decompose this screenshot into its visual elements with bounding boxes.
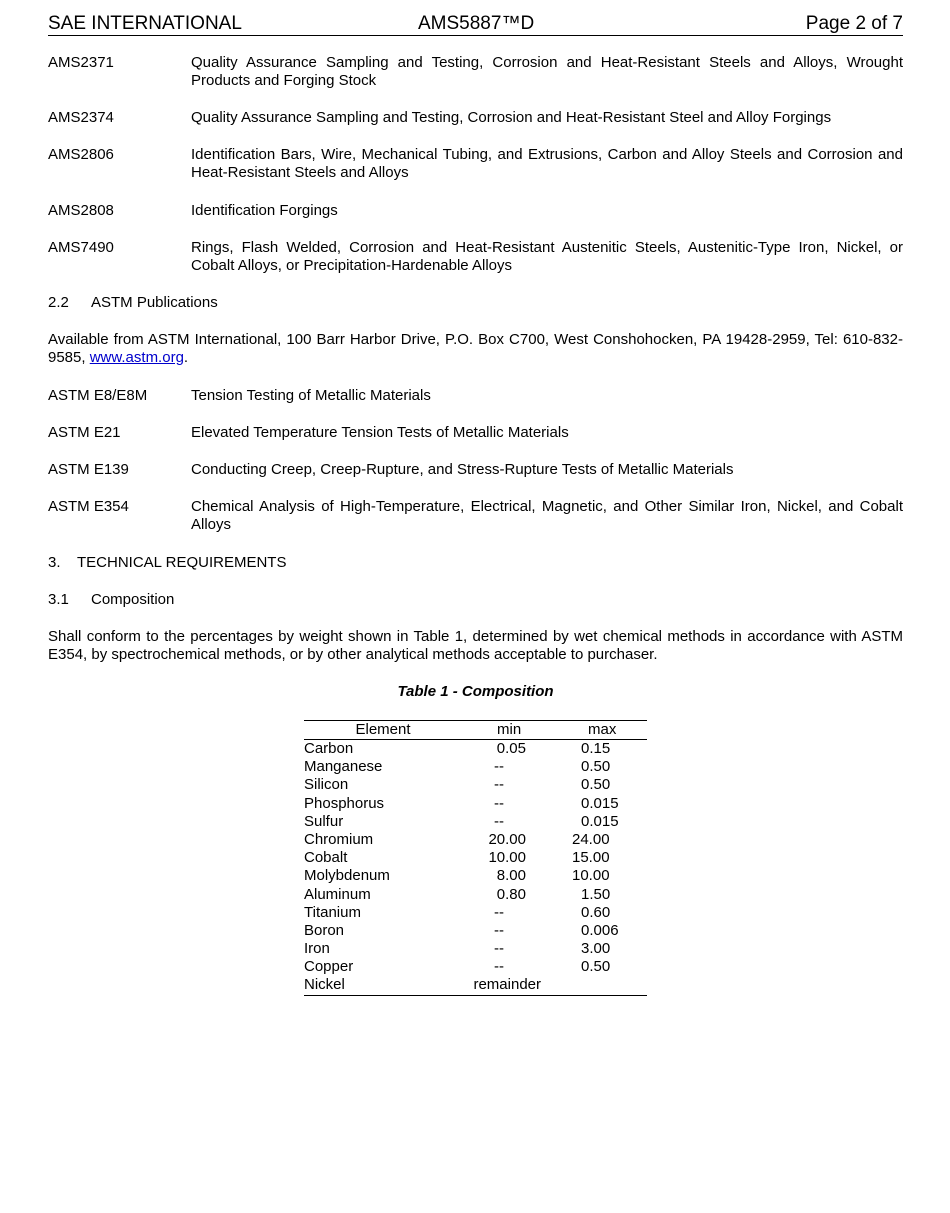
header-page-number: Page 2 of 7 [805,13,903,34]
table-row [304,776,647,794]
element-cell: Titanium [304,903,361,921]
header-doc-id: AMS5887™D [418,13,535,34]
element-cell: Iron [304,940,330,958]
column-header-max: max [588,721,617,738]
availability-text: Available from ASTM International, 100 Barr Harbor Drive, P.O. Box C700, West Conshohocken, PA 19428-2959, Tel: 610-832-9585, [48,331,903,366]
table-header-row [304,721,647,740]
max-cell: 3.00 [581,940,611,958]
reference-code: AMS2374 [48,109,114,126]
min-cell: -- [494,794,504,812]
max-cell: 0.15 [581,740,611,757]
section-title: TECHNICAL REQUIREMENTS [77,554,287,571]
table-row [304,922,647,940]
max-cell: 15.00 [572,849,610,867]
max-cell: 24.00 [572,830,610,848]
reference-title: Rings, Flash Welded, Corrosion and Heat-Resistant Austenitic Steels, Austenitic-Type Iron, Nickel, or Cobalt Alloys, or Precipitation-Hardenable Alloys [191,239,903,274]
min-cell: 8.00 [496,867,526,885]
table-row [304,813,647,831]
table-row [304,740,647,758]
min-cell: 10.00 [488,849,526,867]
column-header-element: Element [355,721,411,738]
reference-code: AMS2806 [48,146,114,163]
min-cell: -- [494,921,504,939]
reference-title: Quality Assurance Sampling and Testing, Corrosion and Heat-Resistant Steel and Alloy Forgings [191,109,832,126]
table-row [304,831,647,849]
reference-code: AMS7490 [48,239,114,256]
element-cell: Molybdenum [304,867,390,885]
section-number: 2.2 [48,294,69,311]
max-cell: 0.015 [581,794,619,812]
min-cell: -- [494,758,504,776]
max-cell: 0.50 [581,958,611,976]
reference-title: Elevated Temperature Tension Tests of Metallic Materials [191,424,569,441]
reference-title: Tension Testing of Metallic Materials [191,387,431,404]
element-cell: Nickel [304,976,345,994]
max-cell: 0.50 [581,758,611,776]
min-cell: -- [494,812,504,830]
section-heading-3-1 [48,591,903,609]
element-cell: Sulfur [304,812,344,830]
astm-website-link[interactable]: www.astm.org [89,349,184,366]
composition-paragraph: Shall conform to the percentages by weight shown in Table 1, determined by wet chemical methods in accordance with ASTM E354, by spectrochemical methods, or by other analytical methods acceptable to purchaser. [48,628,903,663]
section-number: 3. [48,554,61,571]
table-row [304,958,647,976]
max-cell: 0.006 [581,921,619,939]
min-cell: 20.00 [488,830,526,848]
element-cell: Phosphorus [304,794,385,812]
table-row [304,886,647,904]
column-header-min: min [497,721,522,738]
max-cell: 10.00 [572,867,610,885]
reference-code: ASTM E139 [48,461,129,478]
reference-code: AMS2371 [48,54,114,71]
reference-code: ASTM E354 [48,498,129,515]
min-cell: -- [494,940,504,958]
reference-code: ASTM E21 [48,424,121,441]
section-number: 3.1 [48,591,69,608]
section-heading-2-2 [48,294,903,312]
table-row [304,867,647,885]
availability-period: . [183,349,189,366]
element-cell: Cobalt [304,849,348,867]
reference-title: Chemical Analysis of High-Temperature, Electrical, Magnetic, and Other Similar Iron, Nickel, and Cobalt Alloys [191,498,903,533]
min-cell: 0.05 [496,740,526,757]
min-cell: -- [494,958,504,976]
table-caption: Table 1 - Composition [397,683,554,700]
table-row [304,940,647,958]
min-cell: -- [494,776,504,794]
reference-code: AMS2808 [48,202,114,219]
reference-title: Identification Forgings [191,202,338,219]
table-row [304,976,647,994]
min-cell: remainder [473,976,541,994]
element-cell: Boron [304,921,345,939]
element-cell: Carbon [304,740,354,757]
composition-table [304,720,647,996]
max-cell: 0.50 [581,776,611,794]
element-cell: Aluminum [304,885,371,903]
section-title: Composition [91,591,175,608]
reference-title: Identification Bars, Wire, Mechanical Tubing, and Extrusions, Carbon and Alloy Steels and Corrosion and Heat-Resistant Steels and Alloys [191,146,903,181]
element-cell: Manganese [304,758,383,776]
element-cell: Chromium [304,830,374,848]
min-cell: -- [494,903,504,921]
header-org: SAE INTERNATIONAL [48,13,242,34]
table-row [304,849,647,867]
max-cell: 1.50 [581,885,611,903]
table-row [304,795,647,813]
min-cell: 0.80 [496,885,526,903]
reference-code: ASTM E8/E8M [48,387,148,404]
table-row [304,904,647,922]
astm-availability-paragraph [48,331,903,367]
element-cell: Copper [304,958,354,976]
max-cell: 0.015 [581,812,619,830]
table-row [304,758,647,776]
section-title: ASTM Publications [91,294,218,311]
reference-title: Quality Assurance Sampling and Testing, Corrosion and Heat-Resistant Steels and Alloys, Wrought Products and Forging Stock [191,54,903,89]
section-heading-3 [48,554,903,572]
reference-title: Conducting Creep, Creep-Rupture, and Stress-Rupture Tests of Metallic Materials [191,461,734,478]
element-cell: Silicon [304,776,349,794]
page-header [48,13,903,36]
max-cell: 0.60 [581,903,611,921]
